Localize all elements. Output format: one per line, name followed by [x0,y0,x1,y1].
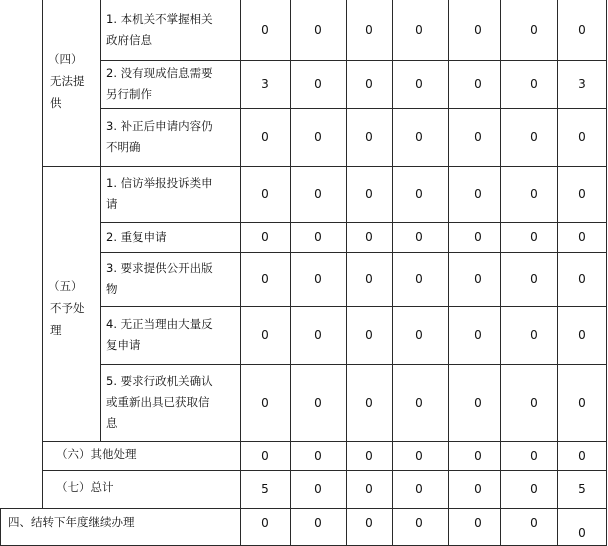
item-value-1: 0 [261,187,269,201]
item-value-1: 0 [261,23,269,37]
item-value-7: 0 [578,396,586,410]
value-column-line [500,0,501,546]
category-label-line: （四） [48,52,83,66]
total-value-2: 0 [314,482,322,496]
item-value-6: 0 [530,130,538,144]
carry-over-value-6: 0 [530,516,538,530]
category-label-line: 供 [50,96,62,110]
item-label-line: 物 [106,282,118,296]
item-value-4: 0 [415,396,423,410]
category-label-line: （五） [48,279,83,293]
total-value-6: 0 [530,482,538,496]
item-value-2: 0 [314,130,322,144]
other-handling-value-1: 0 [261,449,269,463]
item-value-6: 0 [530,328,538,342]
item-value-4: 0 [415,328,423,342]
category-label-line: 不予处 [50,301,85,315]
item-value-7: 0 [578,187,586,201]
item-label-line: 另行制作 [106,87,152,101]
item-label-line: 或重新出具已获取信 [106,395,210,409]
other-handling-label: （六）其他处理 [56,447,137,461]
value-column-line [240,0,241,546]
item-value-3: 0 [365,23,373,37]
value-column-line [557,0,558,546]
item-value-5: 0 [474,130,482,144]
item-label-line: 政府信息 [106,33,152,47]
table-right-border [606,0,607,546]
grid-line [42,470,607,471]
value-column-line [448,0,449,546]
grid-line [100,306,607,307]
item-value-4: 0 [415,130,423,144]
item-value-5: 0 [474,23,482,37]
item-value-4: 0 [415,187,423,201]
grid-line [100,222,607,223]
total-value-7: 5 [578,482,586,496]
item-value-2: 0 [314,272,322,286]
item-value-1: 0 [261,230,269,244]
item-value-5: 0 [474,396,482,410]
other-handling-value-3: 0 [365,449,373,463]
item-label-line: 1. 信访举报投诉类申 [106,176,213,190]
total-value-4: 0 [415,482,423,496]
item-label-line: 4. 无正当理由大量反 [106,317,213,331]
item-value-2: 0 [314,187,322,201]
item-label-line: 2. 重复申请 [106,230,167,244]
item-label-line: 息 [106,416,118,430]
item-label-line: 不明确 [106,140,141,154]
item-value-5: 0 [474,272,482,286]
item-value-6: 0 [530,230,538,244]
grid-line [100,108,607,109]
other-handling-value-5: 0 [474,449,482,463]
carry-over-value-5: 0 [474,516,482,530]
grid-line [100,60,607,61]
item-value-4: 0 [415,230,423,244]
item-value-1: 0 [261,328,269,342]
item-value-6: 0 [530,187,538,201]
total-value-5: 0 [474,482,482,496]
grid-line [100,364,607,365]
item-value-1: 0 [261,272,269,286]
item-value-5: 0 [474,230,482,244]
item-value-5: 0 [474,328,482,342]
item-label-line: 3. 要求提供公开出版 [106,261,213,275]
item-label-line: 复申请 [106,338,141,352]
item-value-5: 0 [474,77,482,91]
category-label-line: 无法提 [50,74,85,88]
item-value-7: 0 [578,23,586,37]
item-label-line: 请 [106,197,118,211]
item-value-4: 0 [415,77,423,91]
carry-row-top [0,508,607,509]
carry-over-value-1: 0 [261,516,269,530]
value-column-line [290,0,291,546]
item-label-line: 5. 要求行政机关确认 [106,374,213,388]
item-value-3: 0 [365,230,373,244]
item-value-3: 0 [365,272,373,286]
carry-over-value-2: 0 [314,516,322,530]
grid-line [42,441,607,442]
section-divider [42,166,607,167]
other-handling-value-2: 0 [314,449,322,463]
value-column-line [392,0,393,546]
item-value-7: 3 [578,77,586,91]
item-value-2: 0 [314,77,322,91]
item-value-4: 0 [415,272,423,286]
carry-over-label: 四、结转下年度继续办理 [8,515,135,529]
item-value-7: 0 [578,272,586,286]
other-handling-value-7: 0 [578,449,586,463]
value-column-line [346,0,347,546]
item-value-2: 0 [314,23,322,37]
item-value-7: 0 [578,328,586,342]
carry-over-value-4: 0 [415,516,423,530]
item-value-1: 0 [261,130,269,144]
item-value-3: 0 [365,187,373,201]
item-label-line: 1. 本机关不掌握相关 [106,12,213,26]
item-label-line: 2. 没有现成信息需要 [106,66,213,80]
item-value-6: 0 [530,23,538,37]
item-value-4: 0 [415,23,423,37]
item-value-3: 0 [365,396,373,410]
item-value-6: 0 [530,396,538,410]
item-value-6: 0 [530,272,538,286]
item-value-2: 0 [314,328,322,342]
total-label: （七）总计 [56,480,114,494]
item-value-5: 0 [474,187,482,201]
item-value-7: 0 [578,230,586,244]
other-handling-value-6: 0 [530,449,538,463]
grid-line [100,252,607,253]
item-value-3: 0 [365,130,373,144]
item-value-1: 3 [261,77,269,91]
item-value-3: 0 [365,77,373,91]
item-value-1: 0 [261,396,269,410]
total-value-1: 5 [261,482,269,496]
carry-over-value-3: 0 [365,516,373,530]
other-handling-value-4: 0 [415,449,423,463]
item-value-6: 0 [530,77,538,91]
item-value-2: 0 [314,396,322,410]
item-value-7: 0 [578,130,586,144]
category-label-line: 理 [50,323,62,337]
item-value-2: 0 [314,230,322,244]
category-column-line [42,0,43,508]
item-value-3: 0 [365,328,373,342]
carry-over-value-7: 0 [578,526,586,540]
table-left-border [0,508,1,546]
total-value-3: 0 [365,482,373,496]
item-label-line: 3. 补正后申请内容仍 [106,119,213,133]
